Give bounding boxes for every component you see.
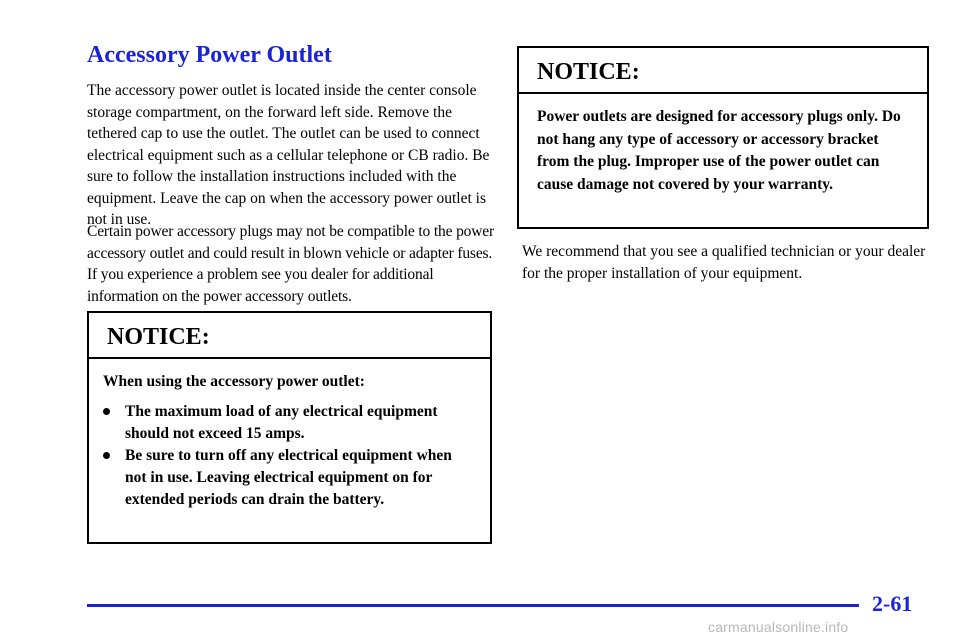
- notice-body: [89, 359, 490, 511]
- bullet-icon: [103, 408, 110, 415]
- notice-lead: When using the accessory power outlet:: [103, 373, 365, 390]
- list-item-text: Be sure to turn off any electrical equipment when not in use. Leaving electrical equipment on for extended periods can drain the battery.: [125, 447, 452, 508]
- recommendation-paragraph: We recommend that you see a qualified technician or your dealer for the proper installation of your equipment.: [522, 243, 926, 282]
- list-item: [103, 445, 476, 511]
- intro-paragraph: The accessory power outlet is located inside the center console storage compartment, on the forward left side. Remove the tethered cap to use the outlet. The outlet can be used to connect electrical equipment such as a cellular telephone or CB radio. Be sure to follow the installation instructions included with the equipment. Leave the cap on when the accessory power outlet is not in use.: [87, 82, 490, 228]
- notice-body: [519, 94, 927, 196]
- notice-box-plugs: [517, 46, 929, 229]
- list-item: [103, 401, 476, 445]
- notice-box-usage: [87, 311, 492, 544]
- notice-heading: NOTICE:: [89, 313, 490, 359]
- watermark: carmanualsonline.info: [708, 619, 849, 635]
- notice-heading: NOTICE:: [519, 48, 927, 94]
- section-title: Accessory Power Outlet: [87, 42, 332, 68]
- bullet-icon: [103, 452, 110, 459]
- list-item-text: The maximum load of any electrical equipment should not exceed 15 amps.: [125, 403, 438, 442]
- page-number: 2-61: [872, 591, 913, 616]
- footer-rule: [87, 604, 859, 607]
- notice-text: Power outlets are designed for accessory plugs only. Do not hang any type of accessory or accessory bracket from the plug. Improper use of the power outlet can cause damage not covered by your warranty.: [537, 108, 901, 193]
- compatibility-paragraph: Certain power accessory plugs may not be compatible to the power accessory outlet and could result in blown vehicle or adapter fuses. If you experience a problem see you dealer for additional information on the power accessory outlets.: [87, 223, 495, 305]
- notice-bullet-list: [103, 401, 476, 511]
